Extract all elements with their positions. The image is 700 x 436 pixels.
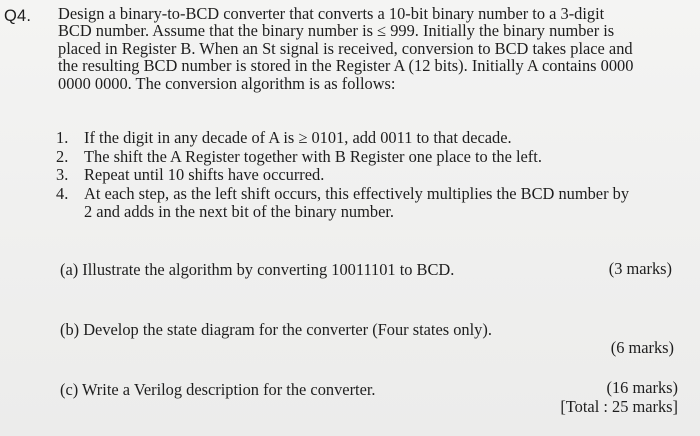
intro-line-4: the resulting BCD number is stored in the Register A (12 bits). Initially A contains 0000 [58, 56, 634, 76]
part-b-text: (b) Develop the state diagram for the converter (Four states only). [60, 320, 492, 339]
step-number: 3. [56, 165, 69, 185]
intro-line-1: Design a binary-to-BCD converter that converts a 10-bit binary number to a 3-digit [58, 4, 605, 23]
step-number: 1. [56, 128, 69, 147]
intro-line-2: BCD number. Assume that the binary number is ≤ 999. Initially the binary number is [58, 21, 615, 41]
algorithm-steps [56, 129, 686, 222]
intro-line-3: placed in Register B. When an St signal is received, conversion to BCD takes place and [58, 38, 633, 58]
step-number: 4. [56, 183, 69, 203]
algorithm-step-4 [56, 185, 686, 222]
total-marks: [Total : 25 marks] [560, 397, 678, 416]
step-text: If the digit in any decade of A is ≥ 0101, add 0011 to that decade. [84, 128, 512, 147]
part-a-text: (a) Illustrate the algorithm by converting 10011101 to BCD. [60, 260, 455, 279]
part-b-marks: (6 marks) [610, 338, 674, 357]
step-text: The shift the A Register together with B Register one place to the left. [84, 146, 542, 166]
algorithm-step-1 [56, 129, 686, 148]
part-c-text: (c) Write a Verilog description for the converter. [60, 380, 376, 399]
question-number: Q4. [4, 7, 32, 25]
step-text: Repeat until 10 shifts have occurred. [84, 165, 325, 185]
part-a-marks: (3 marks) [608, 259, 672, 278]
intro-line-5: 0000 0000. The conversion algorithm is as follows: [58, 73, 396, 93]
question-intro [58, 5, 686, 92]
algorithm-step-3 [56, 166, 686, 185]
algorithm-step-2 [56, 148, 686, 167]
step-number: 2. [56, 146, 69, 166]
step-text-continued: 2 and adds in the next bit of the binary number. [84, 202, 394, 222]
step-text: At each step, as the left shift occurs, this effectively multiplies the BCD number by [84, 183, 630, 203]
part-c-marks: (16 marks) [606, 378, 678, 397]
